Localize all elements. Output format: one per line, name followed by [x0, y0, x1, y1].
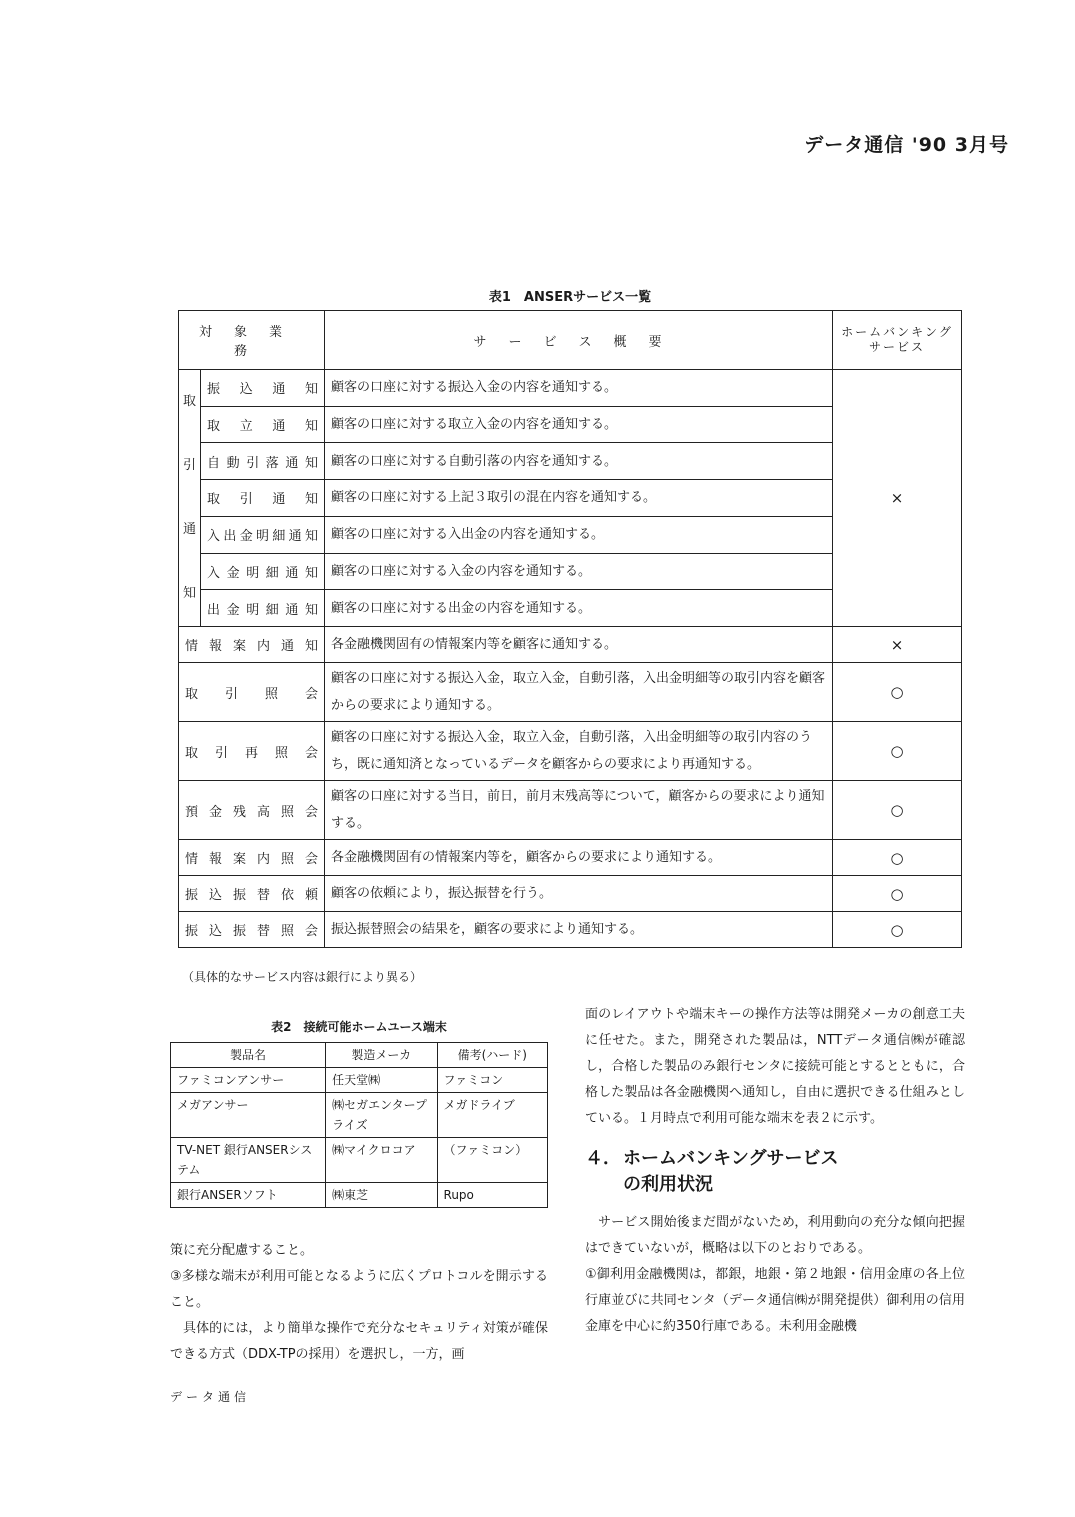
business-item: 取引照会: [179, 663, 325, 722]
table-cell: メガアンサー: [171, 1093, 326, 1138]
col-business: 対象業務: [179, 311, 325, 370]
column-header: 製造メーカ: [326, 1043, 437, 1068]
paragraph: ①御利用金融機関は，都銀，地銀・第２地銀・信用金庫の各上位行庫並びに共同センタ（データ通信㈱が開発提供）御利用の信用金庫を中心に約350行庫である。未利用金融機: [585, 1267, 965, 1334]
table-row: [179, 663, 962, 722]
journal-header: データ通信 '90 3月号: [804, 134, 1009, 156]
service-summary: 顧客の口座に対する振込入金の内容を通知する。: [325, 370, 833, 407]
business-item: 自動引落通知: [201, 443, 325, 480]
homebanking-mark: ○: [833, 781, 962, 840]
table-row: [171, 1183, 548, 1208]
business-item: 入金明細通知: [201, 553, 325, 590]
table-cell: ㈱マイクロコア: [326, 1138, 437, 1183]
homebanking-mark: ×: [833, 627, 962, 663]
service-summary: 顧客の口座に対する入金の内容を通知する。: [325, 553, 833, 590]
table-cell: ㈱東芝: [326, 1183, 437, 1208]
business-item: 振込通知: [201, 370, 325, 407]
business-item: 入出金明細通知: [201, 516, 325, 553]
table-row: [179, 781, 962, 840]
service-summary: 顧客の口座に対する自動引落の内容を通知する。: [325, 443, 833, 480]
table-cell: （ファミコン）: [437, 1138, 547, 1183]
homebanking-mark: ○: [833, 912, 962, 948]
section-title-line2: の利用状況: [623, 1174, 713, 1195]
paragraph: 面のレイアウトや端末キーの操作方法等は開発メーカの創意工夫に任せた。また，開発された製品は，NTTデータ通信㈱が確認し，合格した製品のみ銀行センタに接続可能とするとともに，合格した製品は各金融機関へ通知し，自由に選択できる仕組みとしている。１月時点で利用可能な端末を表２に示す。: [585, 1007, 965, 1126]
table-header-row: [171, 1043, 548, 1068]
service-summary: 各金融機関固有の情報案内等を顧客に通知する。: [325, 627, 833, 663]
col-summary: サービス概要: [325, 311, 833, 370]
homebanking-mark: ○: [833, 876, 962, 912]
col-homebanking: ホームバンキング サービス: [833, 311, 962, 370]
table-cell: 銀行ANSERソフト: [171, 1183, 326, 1208]
table-row: [179, 876, 962, 912]
table1-caption: 表1 ANSERサービス一覧: [488, 290, 652, 305]
service-summary: 顧客の口座に対する当日，前日，前月末残高等について，顧客からの要求により通知する。: [325, 781, 833, 840]
business-item: 出金明細通知: [201, 590, 325, 627]
table-cell: TV-NET 銀行ANSERシステム: [171, 1138, 326, 1183]
service-summary: 顧客の口座に対する上記３取引の混在内容を通知する。: [325, 480, 833, 517]
group-label-char: 通: [183, 522, 197, 537]
business-item: 情報案内照会: [179, 840, 325, 876]
group-label-char: 取: [183, 394, 197, 409]
right-column-text: [585, 1002, 965, 1340]
table-cell: ㈱セガエンタープライズ: [326, 1093, 437, 1138]
table-cell: メガドライブ: [437, 1093, 547, 1138]
service-summary: 各金融機関固有の情報案内等を，顧客からの要求により通知する。: [325, 840, 833, 876]
service-summary: 振込振替照会の結果を，顧客の要求により通知する。: [325, 912, 833, 948]
homebanking-mark: ○: [833, 840, 962, 876]
paragraph: サービス開始後まだ間がないため，利用動向の充分な傾向把握はできていないが，概略は以下のとおりである。: [585, 1215, 965, 1256]
table-cell: ファミコン: [437, 1068, 547, 1093]
table-row: [179, 370, 962, 407]
table-row: [179, 840, 962, 876]
table2-caption: 表2 接続可能ホームユース端末: [271, 1020, 447, 1034]
anser-service-table: [178, 310, 962, 948]
table-cell: 任天堂㈱: [326, 1068, 437, 1093]
table-cell: Rupo: [437, 1183, 547, 1208]
table-row: [171, 1068, 548, 1093]
service-summary: 顧客の口座に対する入出金の内容を通知する。: [325, 516, 833, 553]
table-cell: ファミコンアンサー: [171, 1068, 326, 1093]
business-item: 振込振替照会: [179, 912, 325, 948]
paragraph: 策に充分配慮すること。: [170, 1243, 314, 1258]
business-item: 取立通知: [201, 406, 325, 443]
business-item: 取引再照会: [179, 722, 325, 781]
page-footer: データ通信: [170, 1390, 251, 1404]
table-row: [179, 722, 962, 781]
table-row: [179, 912, 962, 948]
homebanking-mark: ○: [833, 663, 962, 722]
section-title-line1: ホームバンキングサービス: [623, 1148, 839, 1169]
service-summary: 顧客の口座に対する振込入金，取立入金，自動引落，入出金明細等の取引内容のうち，既に通知済となっているデータを顧客からの要求により再通知する。: [325, 722, 833, 781]
group-label-char: 引: [183, 458, 197, 473]
section-number: ４．: [585, 1148, 621, 1169]
business-item: 預金残高照会: [179, 781, 325, 840]
service-summary: 顧客の口座に対する取立入金の内容を通知する。: [325, 406, 833, 443]
service-summary: 顧客の口座に対する出金の内容を通知する。: [325, 590, 833, 627]
business-item: 取引通知: [201, 480, 325, 517]
group-label-char: 知: [183, 586, 197, 601]
table-row: [179, 627, 962, 663]
business-item: 情報案内通知: [179, 627, 325, 663]
table1-note: （具体的なサービス内容は銀行により異る）: [182, 970, 423, 984]
table-row: [171, 1138, 548, 1183]
paragraph: 具体的には，より簡単な操作で充分なセキュリティ対策が確保できる方式（DDX-TPの採用）を選択し，一方，画: [170, 1321, 548, 1362]
column-header: 製品名: [171, 1043, 326, 1068]
business-item: 振込振替依頼: [179, 876, 325, 912]
section-4-title: [585, 1146, 965, 1198]
group-label: [179, 370, 201, 627]
column-header: 備考(ハード): [437, 1043, 547, 1068]
service-summary: 顧客の口座に対する振込入金，取立入金，自動引落，入出金明細等の取引内容を顧客からの要求により通知する。: [325, 663, 833, 722]
service-summary: 顧客の依頼により，振込振替を行う。: [325, 876, 833, 912]
homebanking-mark: ×: [833, 370, 962, 627]
homebanking-mark: ○: [833, 722, 962, 781]
terminal-table: [170, 1042, 548, 1208]
paragraph: ③多様な端末が利用可能となるように広くプロトコルを開示すること。: [170, 1269, 548, 1310]
table-row: [171, 1093, 548, 1138]
left-column-text: [170, 1238, 548, 1368]
